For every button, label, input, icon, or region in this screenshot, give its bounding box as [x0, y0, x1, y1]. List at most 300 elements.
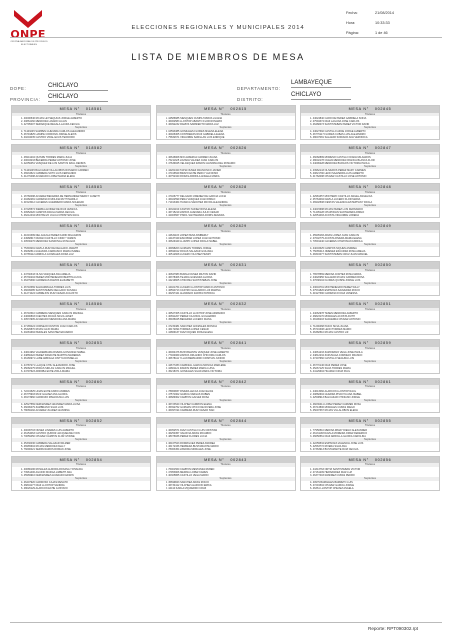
- mesa-label: MESA N°: [204, 418, 225, 423]
- member-name: 6. 45097367 ROJAS VILLALOBOS ELENA: [310, 409, 358, 413]
- suplentes-list: [301, 247, 439, 257]
- member-name: 5. 47291504 CHAVEZ GARCIA JORGE: [310, 484, 355, 488]
- member-name: 5. 46096479 ZAMBRANO SILVA LUIS: [21, 406, 64, 410]
- mesa-number: [301, 184, 439, 191]
- member-name: 1. 44624840 CARO DE PEREZ GABRIELA SOFIA: [310, 116, 367, 120]
- member-name: 1. 46718310 CABRERA SIESQUEN CARLOS MANUEL: [21, 311, 84, 315]
- report-label: Reporte:: [368, 626, 386, 631]
- mesa-row: [11, 222, 440, 257]
- member-name: 4. 48236411 LOPEZ PEREZ CARMEN ROSA: [310, 403, 361, 407]
- member-name: 1. 76578569 MEDINA CORTEZ ROSA MARIA: [310, 272, 362, 276]
- member-name: 5. 46776117 FLORES CUBAS LUIS ALEJANDRO: [310, 133, 366, 137]
- member-name: 5. 45082275 RODAS SIRLAS CARLOS MIGUEL: [21, 367, 76, 371]
- titulares-list: [157, 389, 295, 399]
- mesa-card: [156, 417, 296, 452]
- titulares-heading: Titulares: [301, 152, 439, 156]
- mesa-number-value: 002845: [374, 107, 392, 111]
- titulares-heading: Titulares: [12, 191, 150, 195]
- member-name: 5. 40926305 CONTRERAS RUIZ GABRIELA ELENA: [165, 133, 225, 137]
- member-name: 3. 44219605 CHICOMA SANTISTEBAN JOSE: [165, 278, 218, 282]
- member-name: 1. 40686196 ROSALES ALMORA ROXANA YOHALIDA: [21, 467, 83, 471]
- suplentes-list: [301, 325, 439, 335]
- suplentes-list: [301, 208, 439, 218]
- suplentes-list: [157, 169, 295, 179]
- mesa-label: MESA N°: [348, 379, 369, 384]
- mesa-label: MESA N°: [348, 223, 369, 228]
- suplentes-list: [12, 364, 150, 374]
- mesa-label: MESA N°: [204, 340, 225, 345]
- member-name: 5. 46172336 HERRERA BUSTAMANTE MARIO: [165, 445, 219, 449]
- titulares-list: [301, 155, 439, 165]
- member-name: 4. 71290468 PAICO SILVA JUANA: [310, 325, 349, 329]
- mesa-number-value: 018582: [85, 145, 103, 150]
- titulares-list: [157, 233, 295, 243]
- member-name: 4. 16593385 GONZALES FLORES MILENA ELENA: [165, 130, 224, 134]
- member-name: 6. 45218371 GONZALES SILVA MARIA VICTORIA: [165, 370, 222, 374]
- suplentes-heading: Suplentes: [12, 438, 150, 442]
- member-name: 2. 47571902 GARCIA VARGAS RUBEN: [165, 392, 210, 396]
- distrito-label: DISTRITO:: [237, 97, 264, 102]
- member-name: 1. 45905183 ARIAS LOPEZ JUAN CARLOS: [310, 233, 360, 237]
- suplentes-list: [12, 403, 150, 413]
- mesa-number-value: 018584: [85, 223, 103, 228]
- mesa-label: MESA N°: [59, 145, 80, 150]
- suplentes-heading: Suplentes: [301, 282, 439, 286]
- titulares-heading: Titulares: [301, 385, 439, 389]
- suplentes-list: [301, 481, 439, 491]
- mesa-number-value: 002832: [230, 301, 247, 306]
- mesa-card: [300, 144, 440, 179]
- member-name: 4. 40321190 CASTRO NUÑEZ ROSA ELENA: [165, 208, 217, 212]
- member-name: 3. 47638104 FLORES QUISPE JORGE LUIS: [310, 278, 361, 282]
- member-name: 3. 46629449 LLUMPO LOPEZ PAOLA ISABEL: [165, 239, 218, 243]
- member-name: 6. 40204035 CASTRO VIDAL ELVIS TEODORO: [21, 136, 75, 140]
- member-name: 4. 71103245 BALCAZAR VILLALOBOS ROSARIO CARMEN: [21, 169, 89, 173]
- member-name: 6. 41271024 CABREJOS RUIZ CESAR AUGUSTO: [21, 292, 78, 296]
- provincia-value: CHICLAYO: [48, 94, 108, 102]
- mesa-label: MESA N°: [348, 457, 369, 462]
- suplentes-list: [157, 208, 295, 218]
- titulares-list: [301, 467, 439, 477]
- member-name: 5. 46715219 ZAPATA GUEVARA JULIO CESAR: [165, 211, 219, 215]
- member-name: 3. 48196203 SAAVEDRA CHAVEZ ANTONIO: [310, 317, 361, 321]
- mesa-card: [11, 183, 151, 218]
- titulares-heading: Titulares: [301, 347, 439, 351]
- member-name: 5. 46734412 VILCHEZ ALARCON ERIKA: [165, 484, 212, 488]
- mesa-number-value: 002851: [374, 301, 392, 306]
- mesa-label: MESA N°: [204, 379, 225, 384]
- provincia-label: PROVINCIA:: [10, 97, 41, 102]
- mesa-card: [156, 222, 296, 257]
- member-name: 1. 77950510 MEDINA RIMAY DIEGO ALEXANDER: [310, 428, 368, 432]
- suplentes-list: [157, 364, 295, 374]
- mesa-number: [301, 262, 439, 269]
- member-name: 3. 40305865 CASTILLO VEGA MARIO: [165, 473, 209, 477]
- member-name: 2. 46250457 VALDIVIA ARIAS RICARDO: [165, 431, 212, 435]
- member-name: 1. 46064476 BUSTAMANTE VASQUEZ JOSE ALBERTO: [165, 350, 229, 354]
- mesa-card: [156, 261, 296, 296]
- mesa-number-value: 002855: [374, 418, 392, 423]
- mesa-number-value: 002852: [85, 418, 103, 423]
- member-name: 2. 46062583 LLONTOP ABANTO FLOR ROSARIO: [165, 119, 223, 123]
- member-name: 1. 44661233 ZAMORANO VEGA JOSE PAOLA: [310, 350, 363, 354]
- member-name: 1. 44586685 SIESQUEN CUMPA TABATA LILIANA: [165, 116, 223, 120]
- member-name: 2. 76211325 LOZADA VALDEZ JUAN CARLOS: [165, 158, 219, 162]
- mesa-card: [156, 339, 296, 374]
- titulares-list: [12, 311, 150, 321]
- mesa-label: MESA N°: [348, 145, 369, 150]
- member-name: 5. 45392762 GUZMAN CHICO DE RIVERA JOSE: [165, 406, 221, 410]
- suplentes-list: [12, 286, 150, 296]
- member-name: 6. 44410 KARLA IZQUIERDO CRUZ: [165, 487, 207, 491]
- titulares-heading: Titulares: [12, 269, 150, 273]
- member-name: 3. 46902508 FIESTAS VALENCIA ESTEPHANY PAOLA: [310, 200, 373, 204]
- mesa-row: [11, 144, 440, 179]
- member-name: 3. 40572905 ALVARADO MENDOZA ANA MARIA: [21, 317, 76, 321]
- suplentes-heading: Suplentes: [12, 282, 150, 286]
- onpe-subtitle: OFICINA NACIONAL DE PROCESOS ELECTORALES: [10, 41, 48, 46]
- suplentes-heading: Suplentes: [12, 321, 150, 325]
- distrito-value: CHICLAYO: [291, 92, 351, 100]
- titulares-list: [301, 272, 439, 282]
- titulares-list: [157, 311, 295, 321]
- fecha-value: 21/08/2014: [375, 11, 395, 15]
- member-name: 5. 46713806 MORALES CUBAS DIEGO: [310, 406, 355, 410]
- fecha-label: Fecha:: [346, 11, 358, 15]
- member-name: 4. 44003325 CAMPOS NIQUEN ANDREA: [310, 247, 357, 251]
- mesa-number-value: 002856: [374, 457, 392, 462]
- member-name: 1. 42981357 MONTERO CASTILLO ANGEL ANGELICA: [310, 194, 373, 198]
- member-name: 4. 40979 BARDALES BARRETO LUIS: [310, 481, 353, 485]
- member-name: 1. 72201525 LIÑAN ECHE FABIO ANDRES: [21, 389, 70, 393]
- suplentes-list: [157, 130, 295, 140]
- member-name: 6. 48007081 SALAZAR SORIANO ANA VERONICA: [310, 136, 368, 140]
- member-name: 2. 46775903 RUIZ GALVEZ ANA GLORIA: [21, 392, 68, 396]
- member-name: 3. 44096228 MENDOZA BURGOS VICTORIA PAOLA: [310, 161, 370, 165]
- member-name: 2. 46154063 CASTRO QUIROZ JACQUELINE IVON: [21, 431, 80, 435]
- mesa-label: MESA N°: [59, 418, 80, 423]
- member-name: 2. 46823170 MORALES ACOSTA RUTH: [310, 314, 355, 318]
- mesa-number-value: 002842: [230, 379, 247, 384]
- mesa-card: [300, 183, 440, 218]
- suplentes-list: [301, 442, 439, 452]
- member-name: 1. 41616399 DEL AGUILA PEREZ KARIN MILAGROS: [21, 233, 82, 237]
- member-name: 6. 44869137 DIAZ NIQUEN ROSA ELENA: [165, 331, 213, 335]
- member-name: 3. 46377403 RAMIREZ CUBAS PEDRO: [310, 473, 355, 477]
- titulares-heading: Titulares: [301, 269, 439, 273]
- titulares-list: [301, 233, 439, 243]
- member-name: 3. 70659450 CHAVEZ CAMPOS FLOR IVONNE: [21, 434, 75, 438]
- suplentes-list: [301, 403, 439, 413]
- titulares-list: [157, 428, 295, 438]
- suplentes-list: [157, 247, 295, 257]
- titulares-list: [12, 233, 150, 243]
- member-name: 3. 47639025 VELASQUEZ RAMOS GIANNINA DEL ROSARIO: [165, 161, 236, 165]
- report-value: RPT090302.rpt: [386, 626, 419, 631]
- member-name: 1. 46082899 MORENO CASTILLO DIANA MILAGROS: [310, 155, 371, 159]
- footer-divider: [10, 622, 442, 623]
- member-name: 3. 45969916 FERNANDEZ ALVARADO EDWIN: [21, 473, 74, 477]
- titulares-list: [301, 194, 439, 204]
- titulares-list: [12, 194, 150, 204]
- mesa-row: [11, 261, 440, 296]
- mesa-label: MESA N°: [59, 262, 80, 267]
- member-name: 1. 76001560 CAMPOS MESTANZA RUBEN: [165, 467, 215, 471]
- titulares-heading: Titulares: [157, 424, 295, 428]
- member-name: 4. 47165024 CORNEJO NUNTON JUAN CARLOS: [21, 325, 78, 329]
- suplentes-list: [157, 403, 295, 413]
- member-name: 6. 48316077 SANTISTEBAN CRUZ JUAN MANUEL: [310, 253, 368, 257]
- titulares-heading: Titulares: [157, 191, 295, 195]
- member-name: 6. 42003567 PISFIL SANTAMARIA DORIS ZENAIDA: [165, 214, 225, 218]
- mesa-number-value: 002829: [230, 223, 247, 228]
- mesa-label: MESA N°: [59, 223, 80, 228]
- titulares-heading: Titulares: [12, 463, 150, 467]
- page-title: LISTA DE MIEMBROS DE MESA: [131, 52, 305, 62]
- mesa-card: [11, 222, 151, 257]
- mesa-label: MESA N°: [348, 262, 369, 267]
- member-name: 4. 46167523 RODRIGUEZ PEREZ ANDREA: [165, 442, 216, 446]
- member-name: 1. 16760098 ALVAREZ BECERRA DE HERNANDEZ MERCY JANETH: [21, 194, 100, 198]
- mesa-number-value: 002831: [230, 262, 247, 267]
- mesa-card: [156, 300, 296, 335]
- mesa-card: [156, 183, 296, 218]
- mesa-number: [12, 301, 150, 308]
- suplentes-heading: Suplentes: [301, 360, 439, 364]
- member-name: 1. 46052571 DIAZ CASTILLO LUIS CRISTIAN: [165, 428, 218, 432]
- member-name: 5. 45716308 LEON TORRES MARIO: [310, 328, 352, 332]
- mesa-row: [11, 417, 440, 452]
- mesa-row: [11, 378, 440, 413]
- suplentes-heading: Suplentes: [12, 399, 150, 403]
- mesa-label: MESA N°: [348, 418, 369, 423]
- titulares-heading: Titulares: [12, 385, 150, 389]
- titulares-list: [157, 155, 295, 165]
- member-name: 2. 40691207 PEREZ CAJUSOL GUILLERMO: [165, 314, 216, 318]
- member-name: 5. 46934521 CABRERA SOTO LUIS FERNANDO: [21, 172, 77, 176]
- member-name: 3. 42508913 BALCAZAR OTINIANO JORGE: [310, 395, 360, 399]
- titulares-heading: Titulares: [12, 152, 150, 156]
- member-name: 1. 40006703 NUÑEZ LINARES LUIS ALBERTO: [21, 428, 74, 432]
- suplentes-list: [157, 286, 295, 296]
- titulares-heading: Titulares: [157, 463, 295, 467]
- member-name: 6. 78069192 ALVAREZ JUAREZ GIANNINA: [21, 409, 70, 413]
- mesa-card: [300, 222, 440, 257]
- member-name: 4. 45699843 SANCHEZ ARIAS ROCIO: [165, 481, 209, 485]
- member-name: 2. 46131138 DAVILA MOREIRA OMAR FEDERICO: [310, 431, 368, 435]
- mesa-card: [11, 144, 151, 179]
- member-name: 3. 46479390 CARDENAS RAMOS ELIZABETH: [21, 278, 74, 282]
- mesa-label: MESA N°: [348, 184, 369, 189]
- mesa-grid: [11, 105, 440, 495]
- member-name: 6. 40281694 PERALES SANCHEZ EDUARDO: [21, 331, 73, 335]
- suplentes-list: [12, 208, 150, 218]
- suplentes-list: [301, 169, 439, 179]
- mesa-number-value: 002841: [230, 340, 247, 345]
- suplentes-heading: Suplentes: [301, 204, 439, 208]
- report-id: [368, 626, 418, 631]
- titulares-heading: Titulares: [12, 113, 150, 117]
- mesa-number: [157, 262, 295, 269]
- member-name: 1. 44730343 OLIVA VASQUEZ ANA AMELIA: [21, 272, 71, 276]
- titulares-list: [12, 155, 150, 165]
- suplentes-heading: Suplentes: [301, 126, 439, 130]
- suplentes-heading: Suplentes: [301, 165, 439, 169]
- suplentes-list: [301, 130, 439, 140]
- member-name: 6. 41927390 CARRASCO DIAZ VANESSA: [310, 292, 358, 296]
- member-name: 2. 44620956 SALAZAR ROJAS CARMEN ROSA: [310, 275, 365, 279]
- member-name: 3. 46092232 RAMOS SARMIENTO MARIA LUZ: [165, 122, 219, 126]
- mesa-card: [11, 339, 151, 374]
- member-name: 6. 78063454 ZAMORA MORALES JOSE: [165, 448, 211, 452]
- titulares-heading: Titulares: [157, 230, 295, 234]
- suplentes-heading: Suplentes: [301, 321, 439, 325]
- titulares-list: [157, 116, 295, 126]
- mesa-card: [300, 300, 440, 335]
- member-name: 1. 44613082 ALARCON LLONTOP RAUL: [310, 389, 357, 393]
- suplentes-heading: Suplentes: [157, 126, 295, 130]
- titulares-heading: Titulares: [301, 113, 439, 117]
- member-name: 6. 48026129 ALARCON ECHE GUSTAVO: [21, 487, 68, 491]
- member-name: 1. 44062978 TESEN MENDOZA ALBERTO: [310, 311, 359, 315]
- mesa-label: MESA N°: [348, 301, 369, 306]
- mesa-label: MESA N°: [204, 184, 225, 189]
- member-name: 5. 45267125 SILVA TORRES MARIA: [310, 367, 351, 371]
- member-name: 2. 40603233 BECERRA PEREZ ANTONIO JOSE: [21, 158, 76, 162]
- mesa-card: [11, 300, 151, 335]
- member-name: 1. 40847983 BURGA NUÑEZ MILTON DAVID: [165, 272, 217, 276]
- mesa-row: [11, 183, 440, 218]
- suplentes-heading: Suplentes: [12, 360, 150, 364]
- mesa-number: [12, 184, 150, 191]
- member-name: 5. 46791825 LIAMPE CORDOVA JORGE ALEXIS: [21, 133, 77, 137]
- member-name: 5. 46965604 ROJAS MENDOZA KELLY: [21, 445, 66, 449]
- member-name: 3. 46166971 LLIBE ARRIAGA CINTYA DONNELLA: [21, 356, 78, 360]
- mesa-number: [12, 340, 150, 347]
- suplentes-list: [301, 364, 439, 374]
- member-name: 4. 46770146 DIAZ PEREZ JOSE: [310, 364, 347, 368]
- suplentes-heading: Suplentes: [12, 243, 150, 247]
- member-name: 1. 46527305 CASTILLO LLONTOP JOSE ARMANDO: [165, 311, 226, 315]
- titulares-heading: Titulares: [157, 347, 295, 351]
- mesa-number-value: 018586: [85, 301, 103, 306]
- member-name: 6. 40512608 LUCERO VILCHEZ HENRY: [165, 253, 212, 257]
- member-name: 3. 48173960 CARDOZO RIMAICUNA LUIS: [21, 395, 69, 399]
- member-name: 3. 46468473 SANTISTEBAN PEREZ VICTOR DAVID: [310, 122, 370, 126]
- member-name: 6. 40752340 RODAS ARRIOLA ANGELA MARIA: [165, 175, 220, 179]
- member-name: 4. 47226574 SIERRA ALVINEZ DE RUIZ JESSICA: [21, 208, 78, 212]
- mesa-card: [156, 144, 296, 179]
- member-name: 1. 46646908 MIO ALBERCA CARMEN JUANA: [165, 155, 218, 159]
- member-name: 2. 44866422 PEREZ SIRIACHE MARTHA MAREDES: [21, 353, 81, 357]
- member-name: 4. 43962143 OLIVEROS PEREZ MARY CARMEN: [310, 169, 366, 173]
- suplentes-list: [12, 481, 150, 491]
- titulares-heading: Titulares: [301, 230, 439, 234]
- titulares-heading: Titulares: [12, 347, 150, 351]
- mesa-number: [157, 301, 295, 308]
- mesa-number-value: 002828: [230, 184, 247, 189]
- titulares-heading: Titulares: [12, 424, 150, 428]
- mesa-number: [157, 223, 295, 230]
- mesa-label: MESA N°: [348, 340, 369, 345]
- titulares-list: [12, 428, 150, 438]
- mesa-row: [11, 105, 440, 140]
- titulares-list: [157, 350, 295, 360]
- mesa-number-value: 002861: [374, 379, 392, 384]
- suplentes-list: [12, 169, 150, 179]
- mesa-number-value: 002859: [374, 340, 392, 345]
- suplentes-list: [12, 325, 150, 335]
- mesa-number-value: 002848: [374, 184, 392, 189]
- member-name: 1. 40090546 ROJAS LEYSEQUIAS JORGE ALBERTO: [21, 116, 82, 120]
- mesa-number-value: 018585: [85, 262, 103, 267]
- suplentes-heading: Suplentes: [157, 321, 295, 325]
- member-name: 5. 44801121 RAMOS PEREZ MARIA LUISA: [165, 367, 215, 371]
- member-name: 4. 75393291 DAVILA RUIZ DE DELGADO JANETH: [21, 247, 79, 251]
- member-name: 5. 46804177 DIAZ LLONTOP SANDRA: [21, 484, 65, 488]
- titulares-heading: Titulares: [301, 463, 439, 467]
- mesa-card: [300, 417, 440, 452]
- mesa-card: [11, 261, 151, 296]
- mesa-label: MESA N°: [59, 301, 80, 306]
- mesa-card: [156, 378, 296, 413]
- member-name: 5. 75065413 JIMENEZ ESCURRA ROSA AMELIA: [310, 250, 366, 254]
- suplentes-heading: Suplentes: [12, 204, 150, 208]
- mesa-card: [300, 339, 440, 374]
- member-name: 2. 40864160 MENDOZA LAVADO LILIAN: [21, 119, 67, 123]
- mesa-number-value: 002854: [85, 457, 103, 462]
- mesa-number: [301, 106, 439, 113]
- member-name: 3. 42795407 SERNAQUE REGALA LAURA CECILIA: [21, 122, 80, 126]
- titulares-list: [157, 272, 295, 282]
- mesa-number-value: 002860: [85, 379, 103, 384]
- onpe-emblem-icon: [10, 8, 46, 30]
- suplentes-heading: Suplentes: [301, 399, 439, 403]
- onpe-logo: [10, 8, 46, 44]
- member-name: 5. 45326870 RIVAS CAJO MARIA: [21, 328, 59, 332]
- mesa-number: [301, 145, 439, 152]
- mesa-card: [300, 261, 440, 296]
- member-name: 3. 48076936 PEREZ FLORES LUCIA: [165, 434, 208, 438]
- member-name: 5. 46082511 GUEVARA CARRASCO MARIA ISABEL: [21, 250, 81, 254]
- member-name: 4. 46407920 CARDOSO CAJAS RENATO: [21, 481, 68, 485]
- member-name: 4. 44021764 LUCERO LLONTOP MARCO ANTONIO: [165, 286, 225, 290]
- titulares-list: [157, 194, 295, 204]
- mesa-label: MESA N°: [204, 457, 225, 462]
- mesa-card: [11, 456, 151, 491]
- mesa-card: [300, 378, 440, 413]
- mesa-number: [301, 223, 439, 230]
- member-name: 5. 46590713 CASTRO GALLARDO LUZ MARINA: [165, 289, 221, 293]
- member-name: 3. 71913464 HUANCA SANCHEZ MAYRA ALEJANDRA: [165, 200, 228, 204]
- member-name: 6. 76690021 SERPA RAMOS ROMAN JOSE: [21, 448, 71, 452]
- member-name: 3. 70591240 CACERES CHAPOÑAN FABIOLA: [310, 239, 363, 243]
- member-name: 5. 47016529 BRAVO ECHE PERCY ALFONSO: [165, 172, 219, 176]
- report-meta: [346, 8, 415, 38]
- mesa-label: MESA N°: [204, 301, 225, 306]
- member-name: 6. 46212434 MONTALVO JULCA CHRISTIAN RAUL: [21, 214, 80, 218]
- mesa-number: [157, 340, 295, 347]
- suplentes-list: [301, 286, 439, 296]
- mesa-number: [157, 184, 295, 191]
- mesa-label: MESA N°: [59, 379, 80, 384]
- titulares-list: [12, 350, 150, 360]
- dope-value: CHICLAYO: [48, 83, 108, 91]
- titulares-list: [301, 116, 439, 126]
- mesa-number-value: 018583: [85, 184, 103, 189]
- member-name: 2. 73961406 AGUINO MURGA LIZBETH ANA: [21, 470, 72, 474]
- member-name: 4. 46723540 VILCHEZ CARRION ELENA: [165, 403, 212, 407]
